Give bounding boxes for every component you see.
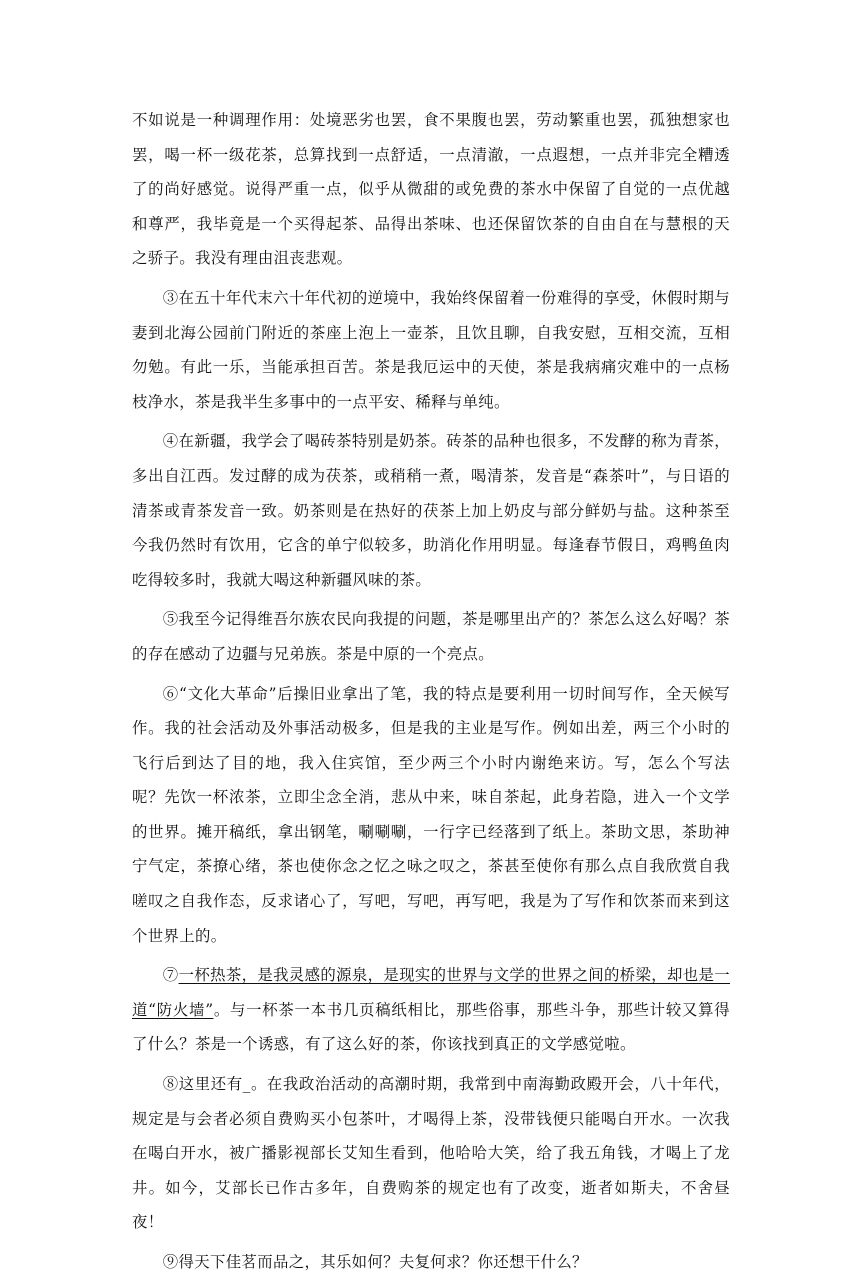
paragraph-7-underlined-sentence: 一杯热茶，是我灵感的源泉，是现实的世界与文学的世界之间的桥梁，却也是一道“防火墙” <box>132 966 730 1019</box>
paragraph-continued: 不如说是一种调理作用：处境恶劣也罢，食不果腹也罢，劳动繁重也罢，孤独想家也罢，喝一杯一级花茶，总算找到一点舒适，一点清澈，一点遐想，一点并非完全糟透了的尚好感觉。说得严重一点，似乎从微甜的或免费的茶水中保留了自觉的一点优越和尊严，我毕竟是一个买得起茶、品得出茶味、也还保留饮茶的自由自在与慧根的天之骄子。我没有理由沮丧悲观。 <box>132 111 730 268</box>
paragraph-9: ⑨得天下佳茗而品之，其乐如何？夫复何求？你还想干什么？ <box>162 1253 588 1271</box>
paragraph-5: ⑤我至今记得维吾尔族农民向我提的问题，茶是哪里出产的？茶怎么这么好喝？茶的存在感动了边疆与兄弟族。茶是中原的一个亮点。 <box>132 610 730 663</box>
paragraph-7-rest: 。与一杯茶一本书几页稿纸相比，那些俗事，那些斗争，那些计较又算得了什么？茶是一个诱惑，有了这么好的茶，你该找到真正的文学感觉啦。 <box>132 1000 731 1054</box>
paragraph-7 <box>132 958 730 1062</box>
essay-body <box>132 103 730 1285</box>
paragraph-3: ③在五十年代末六十年代初的逆境中，我始终保留着一份难得的享受，休假时期与妻到北海公园前门附近的茶座上泡上一壶茶，且饮且聊，自我安慰，互相交流，互相勿勉。有此一乐，当能承担百苦。茶是我厄运中的天使，茶是我病痛灾难中的一点杨枝净水，茶是我半生多事中的一点平安、稀释与单纯。 <box>132 288 730 411</box>
paragraph-6: ⑥“文化大革命”后操旧业拿出了笔，我的特点是要利用一切时间写作，全天候写作。我的社会活动及外事活动极多，但是我的主业是写作。例如出差，两三个小时的飞行后到达了目的地，我入住宾馆，至少两三个小时内谢绝来访。写，怎么个写法呢？先饮一杯浓茶，立即尘念全消，悲从中来，味自茶起，此身若隐，进入一个文学的世界。摊开稿纸，拿出钢笔，唰唰唰，一行字已经落到了纸上。茶助文思，茶助神宁气定，茶撩心绪，茶也使你念之忆之咏之叹之，茶甚至使你有那么点自我欣赏自我嗟叹之自我作态，反求诸心了，写吧，写吧，再写吧，我是为了写作和饮茶而来到这个世界上的。 <box>132 684 730 945</box>
paragraph-4: ④在新疆，我学会了喝砖茶特别是奶茶。砖茶的品种也很多，不发酵的称为青茶，多出自江西。发过酵的成为茯茶，或稍稍一煮，喝清茶，发音是“森茶叶”，与日语的清茶或青茶发音一致。奶茶则是在热好的茯茶上加上奶皮与部分鲜奶与盐。这种茶至今我仍然时有饮用，它含的单宁似较多，助消化作用明显。每逢春节假日，鸡鸭鱼肉吃得较多时，我就大喝这种新疆风味的茶。 <box>132 432 730 589</box>
paragraph-8: ⑧这里还有_。在我政治活动的高潮时期，我常到中南海勤政殿开会，八十年代，规定是与会者必须自费购买小包茶叶，才喝得上茶，没带钱便只能喝白开水。一次我在喝白开水，被广播影视部长艾知生看到，他哈哈大笑，给了我五角钱，才喝上了龙井。如今，艾部长已作古多年，自费购茶的规定也有了改变，逝者如斯夫，不舍昼夜！ <box>132 1075 730 1232</box>
paragraph-7-number: ⑦ <box>162 966 179 985</box>
